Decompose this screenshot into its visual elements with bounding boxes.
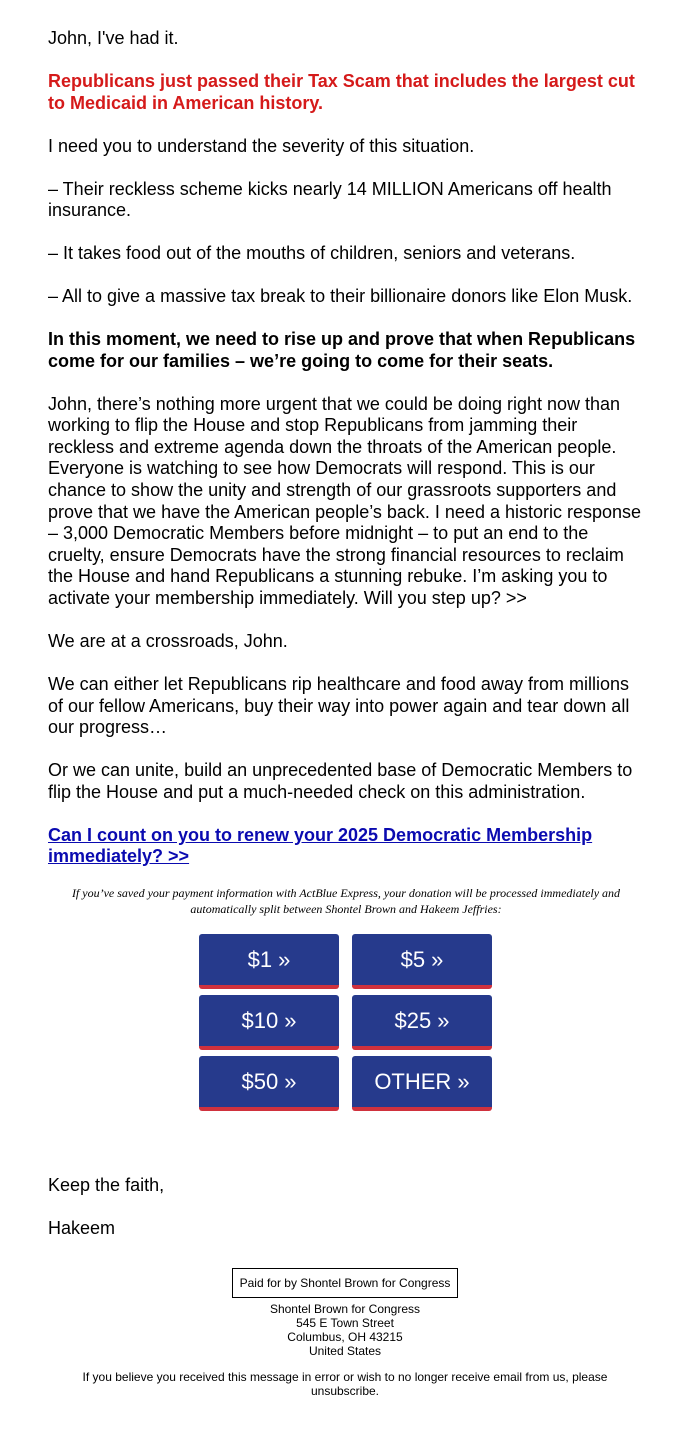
footer-city-state-zip: Columbus, OH 43215 (287, 1330, 403, 1344)
donate-other-button[interactable]: OTHER » (352, 1056, 492, 1111)
donate-5-button[interactable]: $5 » (352, 934, 492, 989)
or-paragraph: Or we can unite, build an unprecedented base of Democratic Members to flip the House and put a much-needed check on this administration. (48, 760, 633, 802)
donate-1-button[interactable]: $1 » (199, 934, 339, 989)
cta-paragraph (48, 825, 648, 868)
unsubscribe-notice[interactable]: If you believe you received this message in error or wish to no longer receive email from us, please unsubscribe. (82, 1370, 608, 1398)
footer-org-name: Shontel Brown for Congress (269, 1302, 421, 1316)
donate-25-button[interactable]: $25 » (352, 995, 492, 1050)
footer-country: United States (308, 1344, 382, 1358)
severity-paragraph: I need you to understand the severity of this situation. (48, 135, 475, 156)
footer-street: 545 E Town Street (296, 1316, 394, 1330)
email-body (48, 28, 648, 889)
actblue-express-disclaimer: If you’ve saved your payment information with ActBlue Express, your donation will be processed immediately and automatically split between Shontel Brown and Hakeem Jeffries: (71, 886, 621, 916)
signoff: Keep the faith, (48, 1175, 165, 1195)
bullet-health-insurance: – Their reckless scheme kicks nearly 14 MILLION Americans off health insurance. (48, 178, 612, 221)
footer-address (200, 1302, 490, 1358)
signature: Hakeem (48, 1218, 116, 1238)
donate-50-button[interactable]: $50 » (199, 1056, 339, 1111)
donate-10-button[interactable]: $10 » (199, 995, 339, 1050)
greeting: John, I've had it. (48, 28, 179, 48)
headline: Republicans just passed their Tax Scam that includes the largest cut to Medicaid in American history. (48, 70, 635, 113)
bullet-food: – It takes food out of the mouths of children, seniors and veterans. (48, 243, 576, 264)
renew-membership-link[interactable]: Can I count on you to renew your 2025 Democratic Membership immediately? >> (48, 824, 593, 867)
urgent-paragraph: John, there’s nothing more urgent that we could be doing right now than working to flip the House and stop Republicans from jamming their reckless and extreme agenda down the throats of the American people. Everyone is watching to see how Democrats will respond. This is our chance to show the unity and strength of our grassroots supporters and prove that we have the American people’s back. I need a historic response – 3,000 Democratic Members before midnight – to put an end to the cruelty, ensure Democrats have the strong financial resources to reclaim the House and hand Republicans a stunning rebuke. I’m asking you to activate your membership immediately. Will you step up? >> (48, 393, 642, 609)
bullet-tax-break: – All to give a massive tax break to their billionaire donors like Elon Musk. (48, 286, 633, 307)
bold-statement: In this moment, we need to rise up and prove that when Republicans come for our families – we’re going to come for their seats. (48, 329, 636, 371)
paid-for-box: Paid for by Shontel Brown for Congress (232, 1268, 458, 1298)
either-paragraph: We can either let Republicans rip healthcare and food away from millions of our fellow Americans, buy their way into power again and tear down all our progress… (48, 673, 630, 738)
crossroads-paragraph: We are at a crossroads, John. (48, 631, 288, 651)
